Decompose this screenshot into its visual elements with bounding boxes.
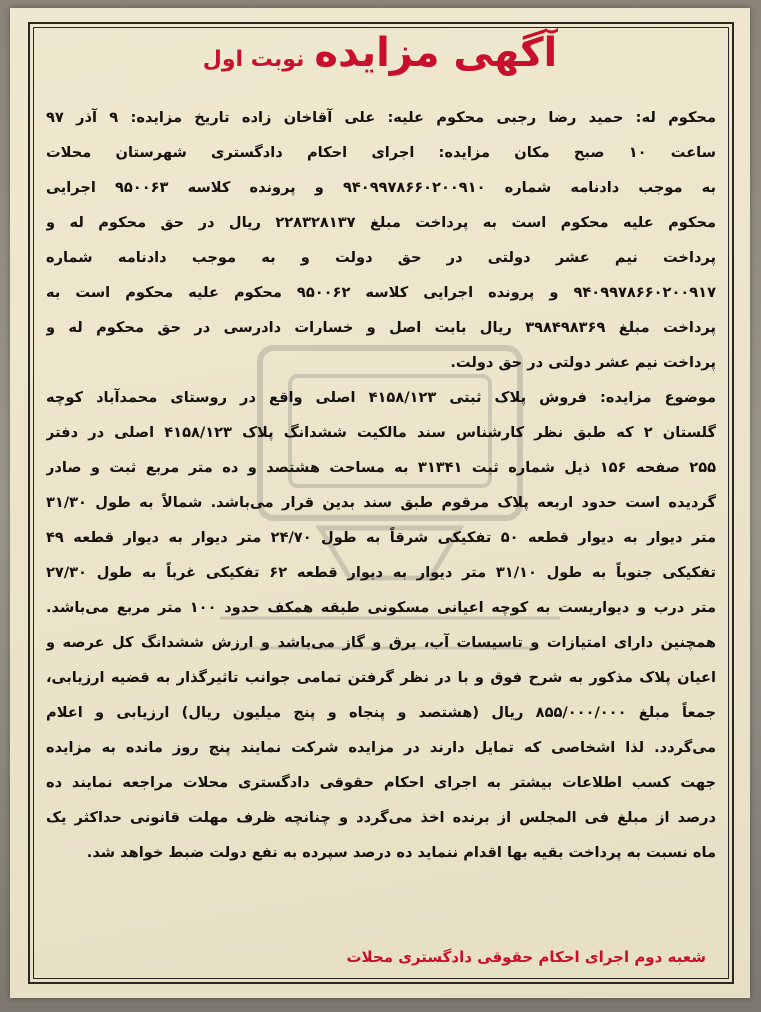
- notice-line: موضوع مزایده: فروش پلاک ثبتی ۴۱۵۸/۱۲۳ اصلی واقع در روستای محمدآباد کوچه: [46, 389, 716, 406]
- notice-line: تفکیکی جنوباً به طول ۳۱/۱۰ متر دیوار به دیوار قطعه ۶۲ تفکیکی غرباً به طول ۲۷/۳۰: [46, 564, 716, 581]
- notice-title: [40, 30, 720, 86]
- notice-footer-signature: شعبه دوم اجرای احکام حقوقی دادگستری محلات: [346, 948, 706, 966]
- notice-line: ماه نسبت به پرداخت بقیه بها اقدام ننماید ده درصد سپرده به نفع دولت ضبط خواهد شد.: [86, 844, 716, 861]
- notice-line: متر دیوار به دیوار قطعه ۵۰ تفکیکی شرقاً به طول ۲۴/۷۰ متر دیوار به دیوار قطعه ۴۹: [46, 529, 716, 546]
- notice-line: پرداخت مبلغ ۳۹۸۴۹۸۳۶۹ ریال بابت اصل و خسارات دادرسی در حق محکوم له و: [46, 319, 716, 336]
- newspaper-clipping: [10, 8, 750, 998]
- notice-line: درصد از مبلغ فی المجلس از برنده اخذ می‌گردد و چنانچه ظرف مهلت قانونی حداکثر یک: [46, 809, 716, 826]
- notice-line: ساعت ۱۰ صبح مکان مزایده: اجرای احکام دادگستری شهرستان محلات: [46, 144, 716, 161]
- notice-line: به موجب دادنامه شماره ۹۴۰۹۹۷۸۶۶۰۲۰۰۹۱۰ و پرونده کلاسه ۹۵۰۰۶۳ اجرایی: [46, 179, 716, 196]
- notice-line: ۲۵۵ صفحه ۱۵۶ ذیل شماره ثبت ۳۱۳۴۱ به مساحت هشتصد و ده متر مربع ثبت و صادر: [46, 459, 716, 476]
- notice-line: اعیان پلاک مذکور به شرح فوق و با در نظر گرفتن تمامی جوانب تاثیرگذار به قضیه ارزیابی،: [46, 669, 716, 686]
- notice-line: گلستان ۲ که طبق نظر کارشناس سند مالکیت ششدانگ پلاک ۴۱۵۸/۱۲۳ اصلی در دفتر: [46, 424, 716, 441]
- notice-title-main: آگهی مزایده: [314, 30, 558, 76]
- notice-line: جمعاً مبلغ ۸۵۵/۰۰۰/۰۰۰ ریال (هشتصد و پنجاه و پنج میلیون ریال) ارزیابی و اعلام: [46, 704, 716, 721]
- notice-line: ۹۴۰۹۹۷۸۶۶۰۲۰۰۹۱۷ و پرونده اجرایی کلاسه ۹۵۰۰۶۲ محکوم علیه محکوم است به: [46, 284, 716, 301]
- notice-line: می‌گردد. لذا اشخاصی که تمایل دارند در مزایده شرکت نمایند پنج روز مانده به مزایده: [46, 739, 716, 756]
- notice-line: محکوم علیه محکوم است به پرداخت مبلغ ۲۲۸۳۲۸۱۳۷ ریال در حق محکوم له و: [46, 214, 716, 231]
- notice-line: متر درب و دیواریست به کوچه اعیانی مسکونی طبقه همکف حدود ۱۰۰ متر مربع می‌باشد.: [46, 599, 716, 616]
- notice-line: گردیده است حدود اربعه پلاک مرقوم طبق سند بدین قرار می‌باشد. شمالاً به طول ۳۱/۳۰: [46, 494, 716, 511]
- notice-line: محکوم له: حمید رضا رجبی محکوم علیه: علی آقاخان زاده تاریخ مزایده: ۹ آذر ۹۷: [46, 109, 716, 126]
- notice-line: پرداخت نیم عشر دولتی در حق دولت.: [450, 354, 716, 371]
- notice-line: جهت کسب اطلاعات بیشتر به اجرای احکام حقوقی دادگستری محلات مراجعه نمایند ده: [46, 774, 716, 791]
- notice-line: همچنین دارای امتیازات و تاسیسات آب، برق و گاز می‌باشد و ارزش ششدانگ کل عرصه و: [46, 634, 716, 651]
- notice-body: [46, 100, 716, 940]
- notice-line: پرداخت نیم عشر دولتی در حق دولت و به موجب دادنامه شماره: [46, 249, 716, 266]
- notice-title-sub: نوبت اول: [202, 47, 305, 72]
